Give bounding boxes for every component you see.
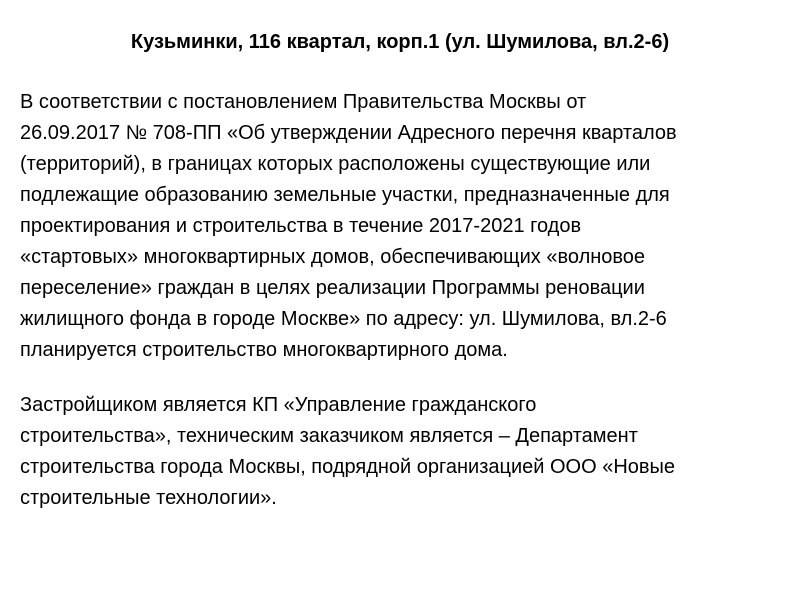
paragraph-line: строительные технологии». <box>20 487 277 509</box>
paragraph-line: В соответствии с постановлением Правительства Москвы от <box>20 91 587 113</box>
paragraph-line: переселение» граждан в целях реализации Программы реновации <box>20 277 645 299</box>
paragraph-line: 26.09.2017 № 708-ПП «Об утверждении Адресного перечня кварталов <box>20 122 677 144</box>
paragraph-line: проектирования и строительства в течение 2017-2021 годов <box>20 215 582 237</box>
paragraph-line: Застройщиком является КП «Управление гражданского <box>20 394 537 416</box>
paragraph-line: «стартовых» многоквартирных домов, обеспечивающих «волновое <box>20 246 646 268</box>
paragraph-line: подлежащие образованию земельные участки, предназначенные для <box>20 184 670 206</box>
paragraph-line: жилищного фонда в городе Москве» по адресу: ул. Шумилова, вл.2-6 <box>20 308 667 330</box>
paragraph-line: строительства города Москвы, подрядной организацией ООО «Новые <box>20 456 676 478</box>
paragraph-line: (территорий), в границах которых расположены существующие или <box>20 153 651 175</box>
document-title: Кузьминки, 116 квартал, корп.1 (ул. Шумилова, вл.2-6) <box>130 31 670 53</box>
paragraph-developer <box>20 390 790 514</box>
paragraph-resolution <box>20 87 790 366</box>
paragraph-line: строительства», техническим заказчиком является – Департамент <box>20 425 638 447</box>
paragraph-line: планируется строительство многоквартирного дома. <box>20 339 508 361</box>
